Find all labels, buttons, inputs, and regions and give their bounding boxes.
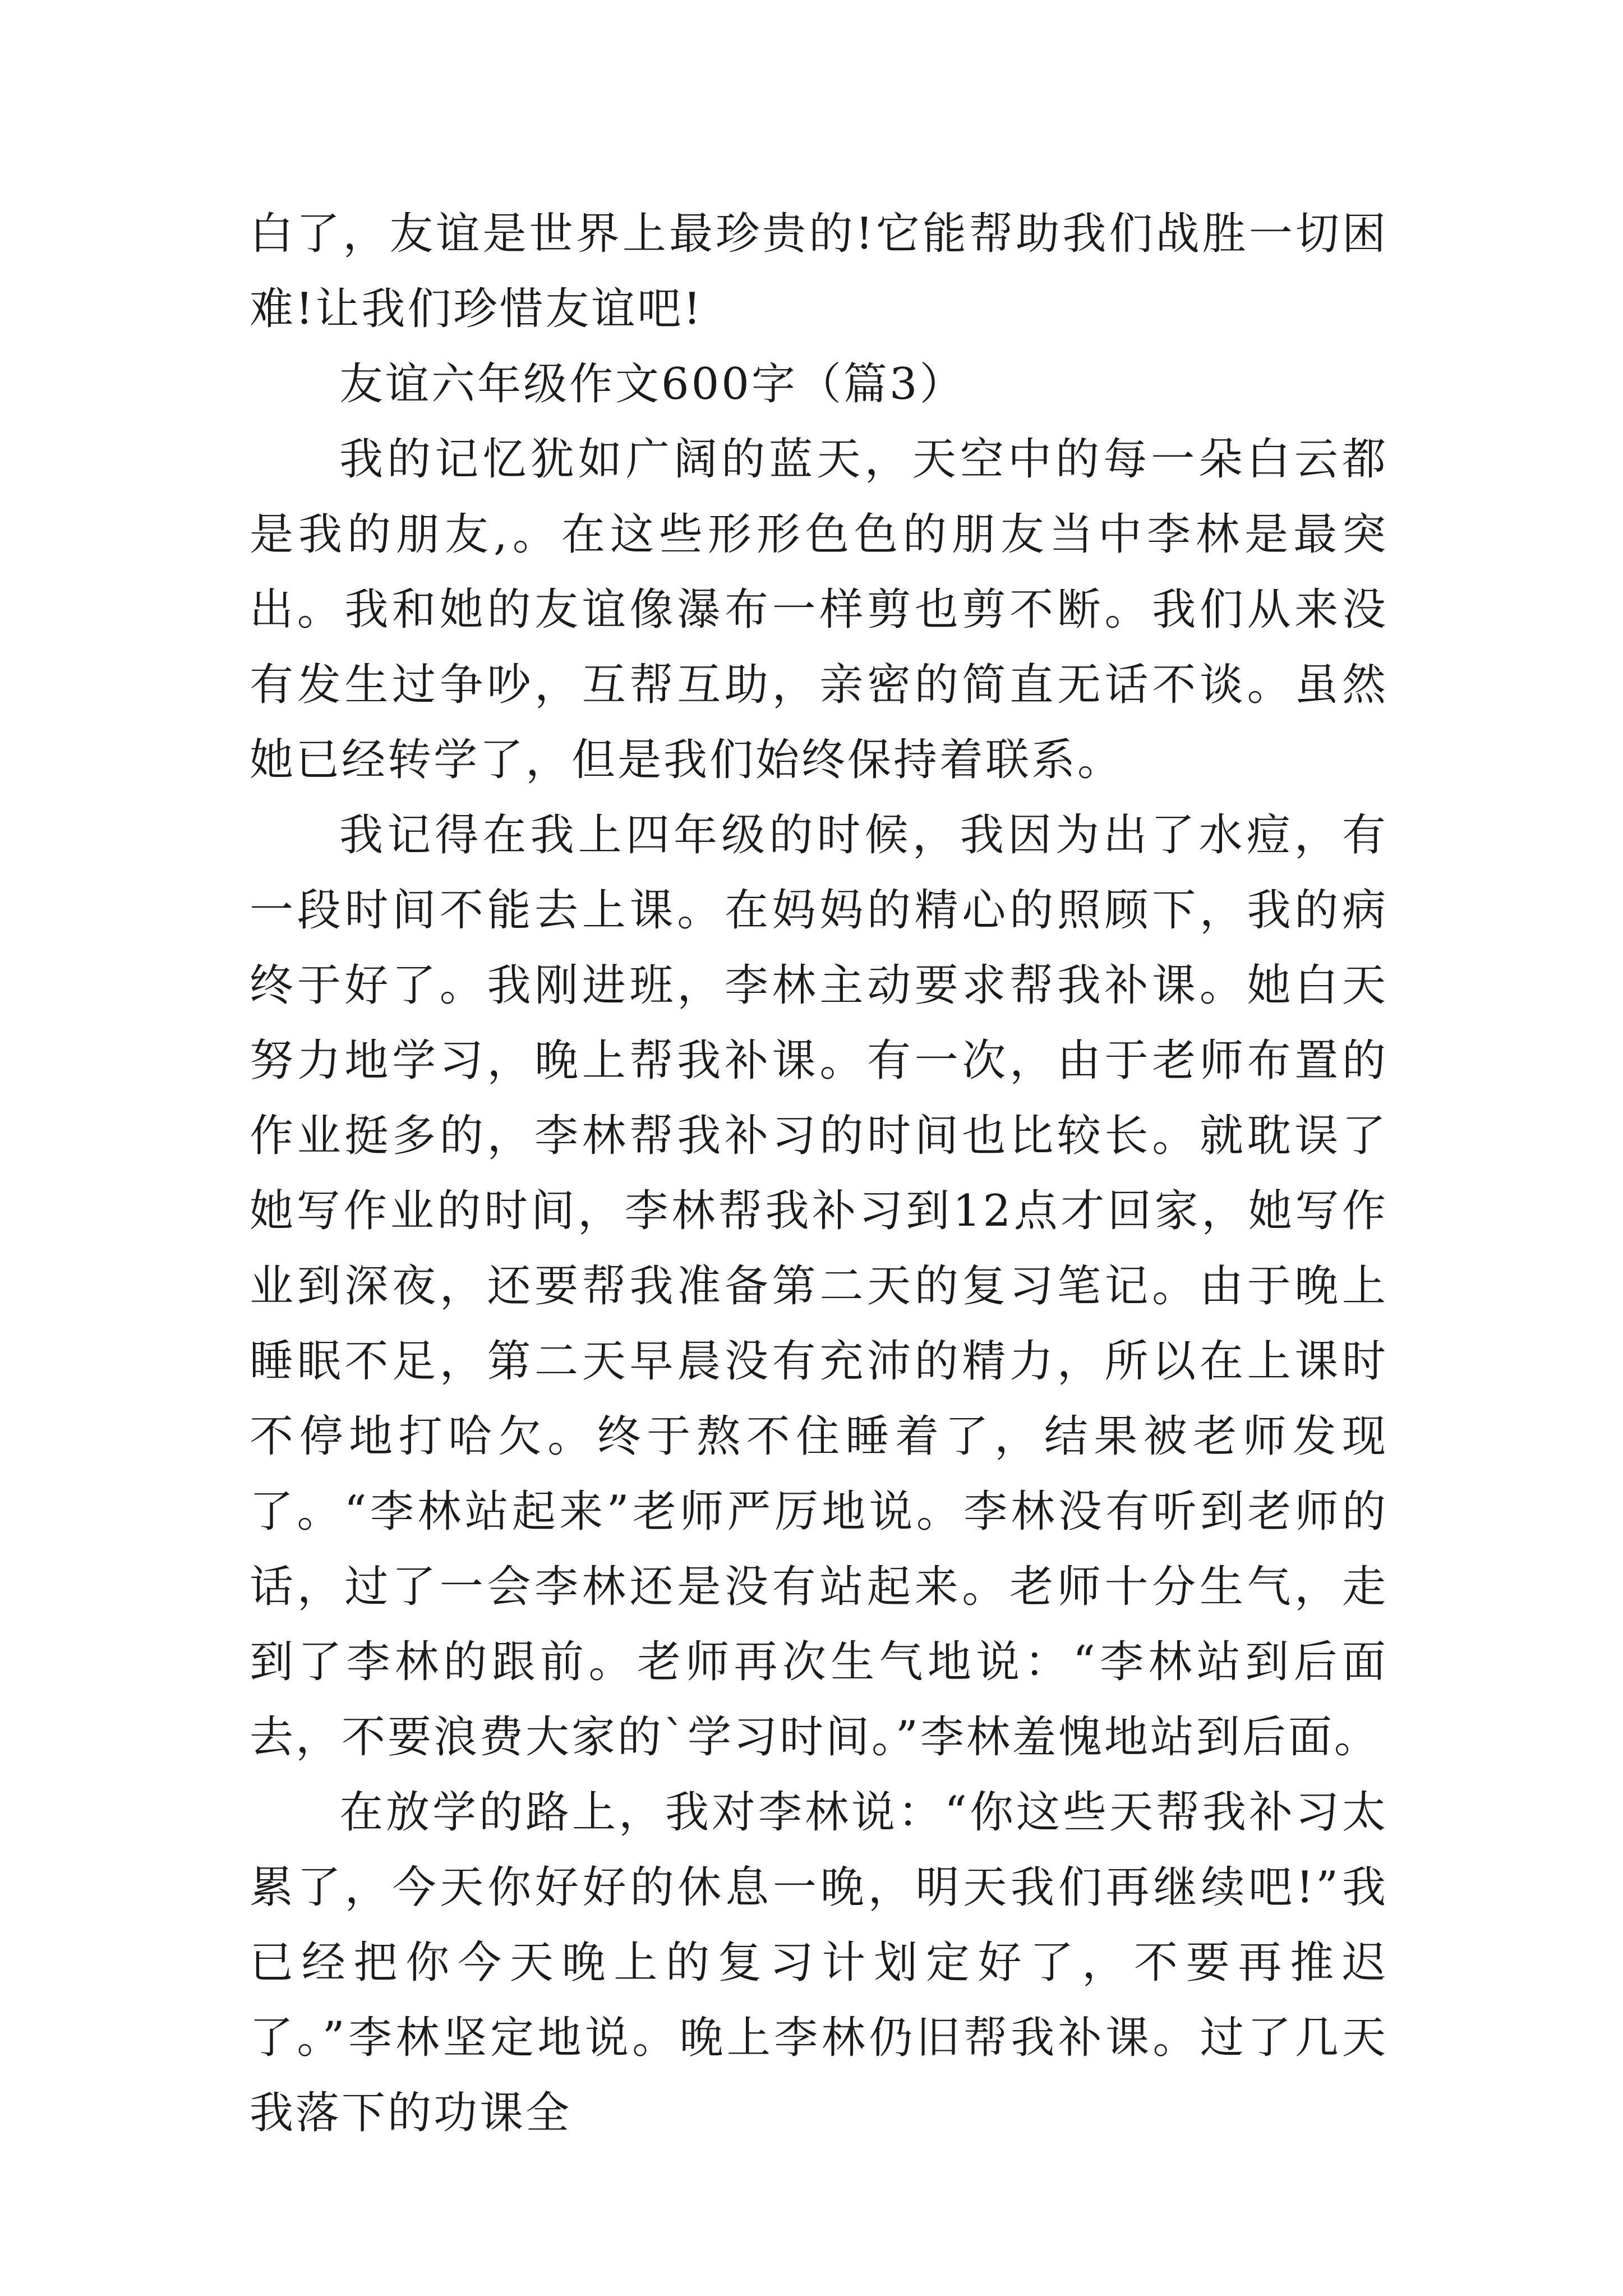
paragraph-continuation: 白了，友谊是世界上最珍贵的!它能帮助我们战胜一切困难!让我们珍惜友谊吧! (250, 209, 1388, 334)
paragraph: 我的记忆犹如广阔的蓝天，天空中的每一朵白云都是我的朋友,。在这些形形色色的朋友当中李林是最突出。我和她的友谊像瀑布一样剪也剪不断。我们从来没有发生过争吵，互帮互助，亲密的简直无话不谈。虽然她已经转学了，但是我们始终保持着联系。 (250, 434, 1388, 785)
essay-title: 友谊六年级作文600字（篇3） (339, 359, 966, 409)
paragraph: 在放学的路上，我对李林说：“你这些天帮我补习太累了，今天你好好的休息一晚，明天我们再继续吧!”我已经把你今天晚上的复习计划定好了，不要再推迟了。”李林坚定地说。晚上李林仍旧帮我补课。过了几天我落下的功课全 (250, 1787, 1388, 2138)
paragraph: 我记得在我上四年级的时候，我因为出了水痘，有一段时间不能去上课。在妈妈的精心的照顾下，我的病终于好了。我刚进班，李林主动要求帮我补课。她白天努力地学习，晚上帮我补课。有一次，由于老师布置的作业挺多的，李林帮我补习的时间也比较长。就耽误了她写作业的时间，李林帮我补习到12点才回家，她写作业到深夜，还要帮我准备第二天的复习笔记。由于晚上睡眠不足，第二天早晨没有充沛的精力，所以在上课时不停地打哈欠。终于熬不住睡着了，结果被老师发现了。“李林站起来”老师严厉地说。李林没有听到老师的话，过了一会李林还是没有站起来。老师十分生气，走到了李林的跟前。老师再次生气地说：“李林站到后面去，不要浪费大家的`学习时间。”李林羞愧地站到后面。 (250, 810, 1388, 1763)
document-body (250, 196, 1388, 2151)
